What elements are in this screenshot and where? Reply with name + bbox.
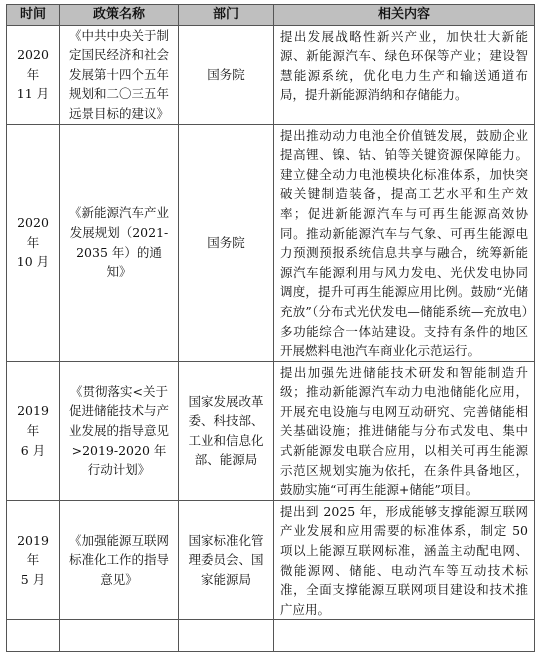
department-cell: 国家标准化管理委员会、国家能源局 <box>179 500 274 620</box>
department-cell: 国务院 <box>179 25 274 124</box>
date-year: 2019 年 <box>17 532 49 568</box>
table-row <box>7 124 535 361</box>
policy-name-cell: 《加强能源互联网标准化工作的指导意见》 <box>60 500 179 620</box>
policy-name-cell <box>60 620 179 652</box>
table-row <box>7 500 535 620</box>
date-month: 5 月 <box>20 571 46 587</box>
department-cell: 国家发展改革委、科技部、工业和信息化部、能源局 <box>179 361 274 500</box>
date-cell <box>7 500 60 620</box>
date-cell <box>7 361 60 500</box>
date-year: 2020 年 <box>17 47 49 82</box>
content-cell: 提出推动动力电池全价值链发展，鼓励企业提高锂、镍、钴、铂等关键资源保障能力。建立健全动力电池模块化标准体系，加快突破关键制造装备，提高工艺水平和生产效率；促进新能源汽车与可再生能源高效协同。推动新能源汽车与气象、可再生能源电力预测预报系统信息共享与融合，统筹新能源汽车能源利用与风力发电、光伏发电协同调度，提升可再生能源应用比例。鼓励“光储充放”（分布式光伏发电—储能系统—充放电）多功能综合一体站建设。支持有条件的地区开展燃料电池汽车商业化示范运行。 <box>274 124 535 361</box>
date-year: 2019 年 <box>17 403 49 438</box>
department-cell <box>179 620 274 652</box>
table-row-partial <box>7 620 535 652</box>
content-cell: 提出发展战略性新兴产业，加快壮大新能源、新能源汽车、绿色环保等产业；建设智慧能源系统，优化电力生产和输送通道布局，提升新能源消纳和存储能力。 <box>274 25 535 124</box>
policy-name-cell: 《新能源汽车产业发展规划（2021-2035 年）的通知》 <box>60 124 179 361</box>
policy-name-cell: 《贯彻落实<关于促进储能技术与产业发展的指导意见>2019-2020 年行动计划》 <box>60 361 179 500</box>
header-row <box>7 5 535 26</box>
date-month: 6 月 <box>20 442 46 458</box>
department-cell: 国务院 <box>179 124 274 361</box>
content-cell <box>274 620 535 652</box>
date-cell <box>7 25 60 124</box>
policy-table <box>6 4 535 652</box>
date-cell <box>7 620 60 652</box>
table-row <box>7 25 535 124</box>
date-cell <box>7 124 60 361</box>
header-policy-name: 政策名称 <box>60 5 179 26</box>
date-month: 10 月 <box>16 254 50 270</box>
policy-name-cell: 《中共中央关于制定国民经济和社会发展第十四个五年规划和二〇三五年远景目标的建议》 <box>60 25 179 124</box>
header-time: 时间 <box>7 5 60 26</box>
header-department: 部门 <box>179 5 274 26</box>
content-cell: 提出加强先进储能技术研发和智能制造升级；推动新能源汽车动力电池储能化应用，开展充电设施与电网互动研究、完善储能相关基础设施；推进储能与分布式发电、集中式新能源发电联合应用，以相关可再生能源示范区规划实施为依托，在条件具备地区，鼓励实施“可再生能源+储能”项目。 <box>274 361 535 500</box>
date-year: 2020 年 <box>17 215 49 250</box>
header-content: 相关内容 <box>274 5 535 26</box>
content-cell: 提出到 2025 年，形成能够支撑能源互联网产业发展和应用需要的标准体系，制定 50 项以上能源互联网标准，涵盖主动配电网、微能源网、储能、电动汽车等互动技术标准，全面支撑能源互联网项目建设和技术推广应用。 <box>274 500 535 620</box>
date-month: 11 月 <box>16 86 50 102</box>
table-row <box>7 361 535 500</box>
